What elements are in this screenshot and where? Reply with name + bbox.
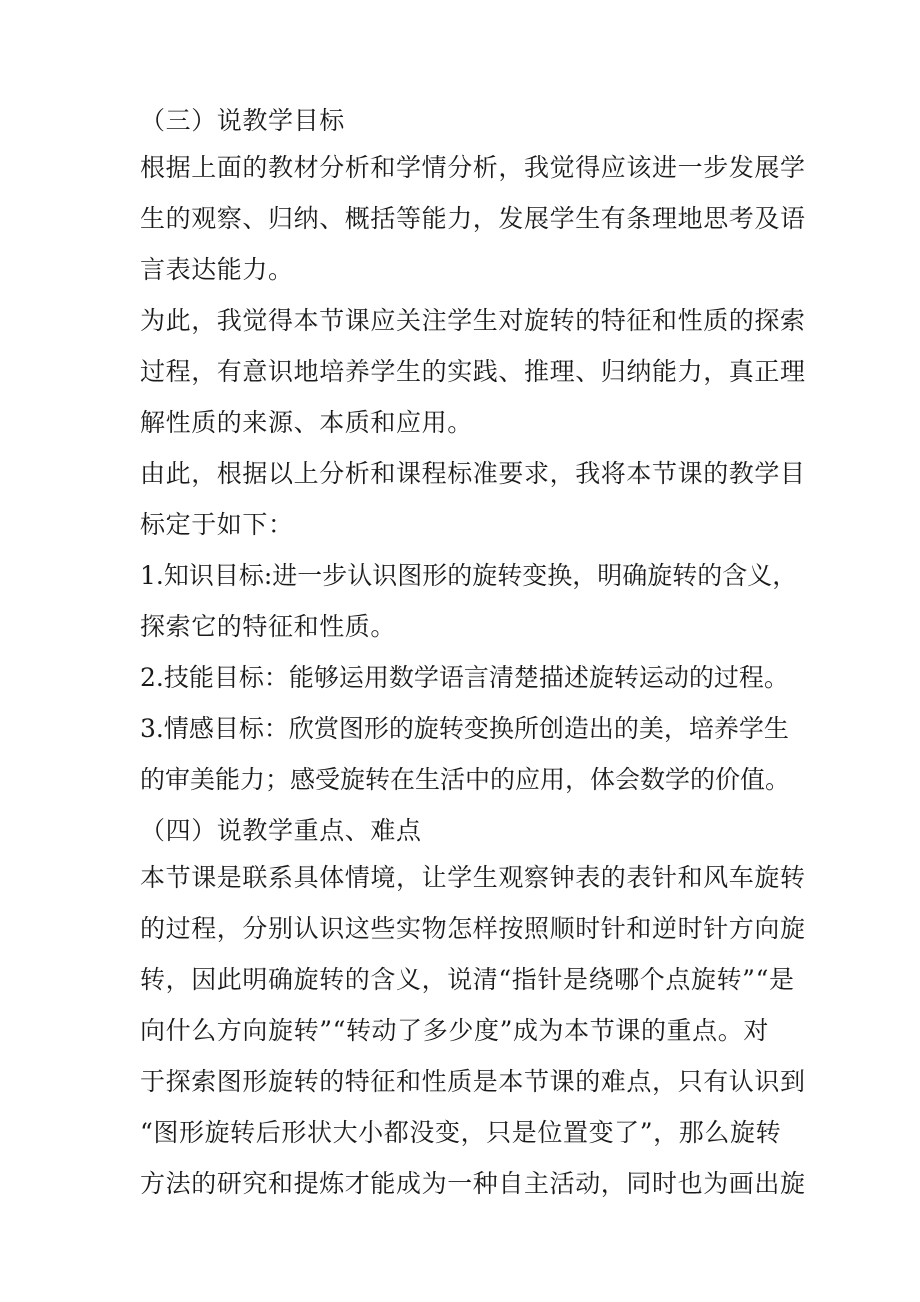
paragraph-line: 的审美能力；感受旋转在生活中的应用，体会数学的价值。 — [140, 765, 791, 794]
list-item-emotion-goal: 3.情感目标：欣赏图形的旋转变换所创造出的美，培养学生 — [140, 714, 789, 743]
paragraph-line: 言表达能力。 — [140, 255, 294, 284]
paragraph-line: 于探索图形旋转的特征和性质是本节课的难点，只有认识到 — [140, 1067, 806, 1096]
paragraph-line: 标定于如下： — [140, 510, 294, 539]
section-heading-objectives: （三）说教学目标 — [140, 106, 345, 135]
paragraph-line: “图形旋转后形状大小都没变，只是位置变了”，那么旋转 — [140, 1118, 782, 1147]
paragraph-line: 过程，有意识地培养学生的实践、推理、归纳能力，真正理 — [140, 357, 806, 386]
paragraph-line: 根据上面的教材分析和学情分析，我觉得应该进一步发展学 — [140, 153, 806, 182]
list-item-skill-goal: 2.技能目标：能够运用数学语言清楚描述旋转运动的过程。 — [140, 663, 789, 692]
paragraph-line: 为此，我觉得本节课应关注学生对旋转的特征和性质的探索 — [140, 306, 806, 335]
list-item-knowledge-goal: 1.知识目标:进一步认识图形的旋转变换，明确旋转的含义， — [140, 561, 798, 590]
paragraph-line: 解性质的来源、本质和应用。 — [140, 408, 473, 437]
paragraph-line: 由此，根据以上分析和课程标准要求，我将本节课的教学目 — [140, 459, 806, 488]
paragraph-line: 生的观察、归纳、概括等能力，发展学生有条理地思考及语 — [140, 204, 806, 233]
paragraph-line: 方法的研究和提炼才能成为一种自主活动，同时也为画出旋 — [140, 1169, 806, 1198]
document-body — [140, 108, 805, 1222]
paragraph-line: 转，因此明确旋转的含义，说清“指针是绕哪个点旋转”“是 — [140, 965, 795, 994]
paragraph-line: 探索它的特征和性质。 — [140, 612, 397, 641]
paragraph-line: 的过程，分别认识这些实物怎样按照顺时针和逆时针方向旋 — [140, 914, 806, 943]
section-heading-key-points: （四）说教学重点、难点 — [140, 816, 422, 845]
paragraph-line: 向什么方向旋转”“转动了多少度”成为本节课的重点。对 — [140, 1016, 769, 1045]
paragraph-line: 本节课是联系具体情境，让学生观察钟表的表针和风车旋转 — [140, 863, 806, 892]
